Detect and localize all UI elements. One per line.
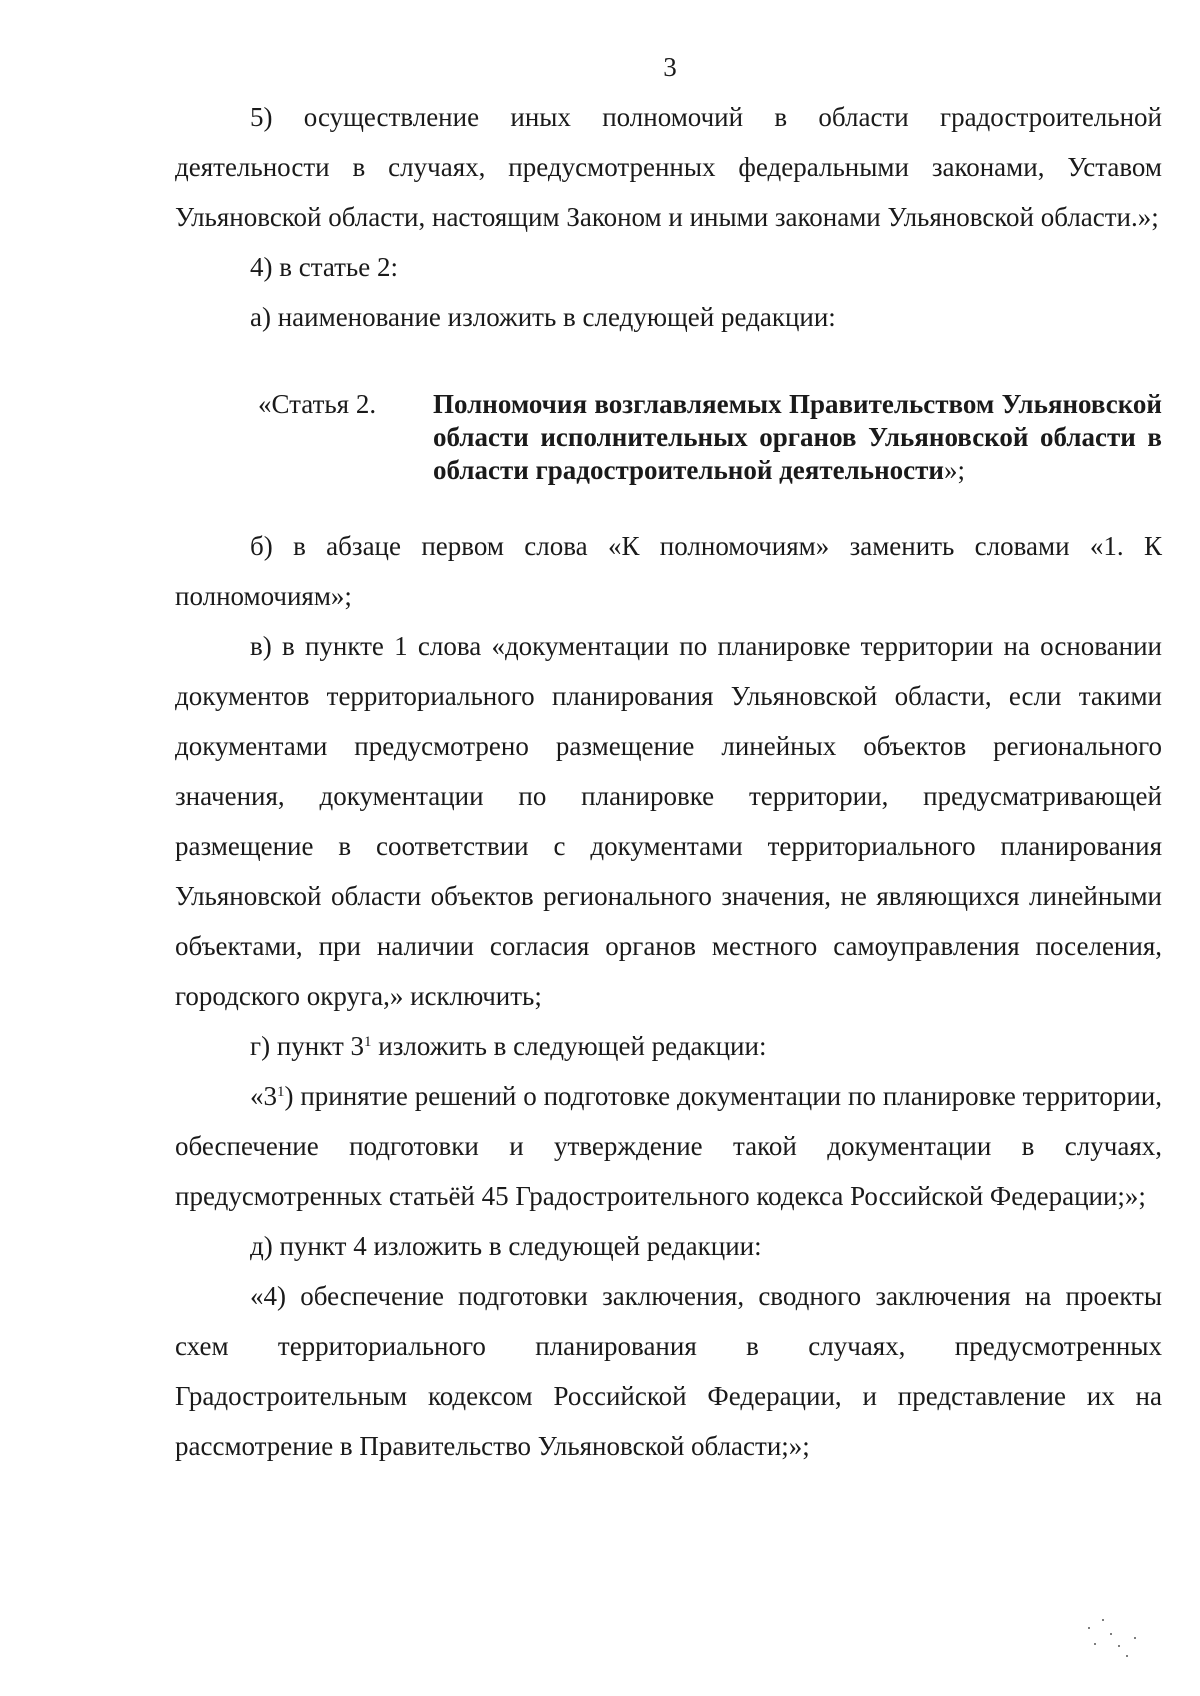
item-3-1-superscript: 1 — [277, 1084, 285, 1100]
subitem-g-text-start: г) пункт 3 — [250, 1031, 365, 1061]
article-number: «Статья 2. — [258, 389, 377, 419]
paragraph-article-2-change: 4) в статье 2: — [250, 252, 398, 282]
scan-speck — [1088, 1627, 1090, 1629]
item-3-1-text-start: «3 — [250, 1081, 277, 1111]
page-number: 3 — [663, 52, 677, 82]
paragraph-subitem-v: в) в пункте 1 слова «документации по планировке территории на основании документов территориального планирования Ульяновской области, если такими документами предусмотрено размещение линейных объектов регионального значения, документации по планировке территории, предусматривающей размещение в соответствии с документами территориального планирования Ульяновской области объектов регионального значения, не являющихся линейными объектами, при наличии согласия органов местного самоуправления поселения, городского округа,» исключить; — [175, 631, 1162, 1011]
paragraph-subitem-a: а) наименование изложить в следующей редакции: — [250, 302, 836, 332]
paragraph-item-5: 5) осуществление иных полномочий в области градостроительной деятельности в случаях, предусмотренных федеральными законами, Уставом Ульяновской области, настоящим Законом и иными законами Ульяновской области.»; — [175, 102, 1162, 232]
paragraph-subitem-g — [175, 1021, 1162, 1071]
subitem-g-superscript: 1 — [364, 1034, 372, 1050]
article-title-closing: »; — [943, 455, 965, 485]
paragraph-item-4: «4) обеспечение подготовки заключения, сводного заключения на проекты схем территориального планирования в случаях, предусмотренных Градостроительным кодексом Российской Федерации, и представление их на рассмотрение в Правительство Ульяновской области;»; — [175, 1281, 1162, 1461]
scan-specks — [1080, 1615, 1160, 1675]
scan-speck — [1126, 1655, 1128, 1657]
scan-speck — [1102, 1619, 1104, 1621]
article-title-text: Полномочия возглавляемых Правительством Ульяновской области исполнительных органов Ульяновской области в области градостроительной деятельности — [433, 389, 1162, 485]
subitem-g-text-end: изложить в следующей редакции: — [371, 1031, 767, 1061]
scan-speck — [1118, 1645, 1120, 1647]
paragraph-item-3-1 — [175, 1071, 1162, 1221]
scan-speck — [1110, 1633, 1112, 1635]
scan-speck — [1094, 1643, 1096, 1645]
paragraph-subitem-d: д) пункт 4 изложить в следующей редакции: — [250, 1231, 762, 1261]
item-3-1-text-end: ) принятие решений о подготовке документации по планировке территории, обеспечение подготовки и утверждение такой документации в случаях, предусмотренных статьёй 45 Градостроительного кодекса Российской Федерации;»; — [175, 1081, 1162, 1211]
article-heading — [175, 388, 1162, 487]
document-body — [175, 92, 1162, 1471]
scan-speck — [1134, 1637, 1136, 1639]
paragraph-subitem-b: б) в абзаце первом слова «К полномочиям» заменить словами «1. К полномочиям»; — [175, 531, 1162, 611]
article-title — [433, 388, 1162, 487]
